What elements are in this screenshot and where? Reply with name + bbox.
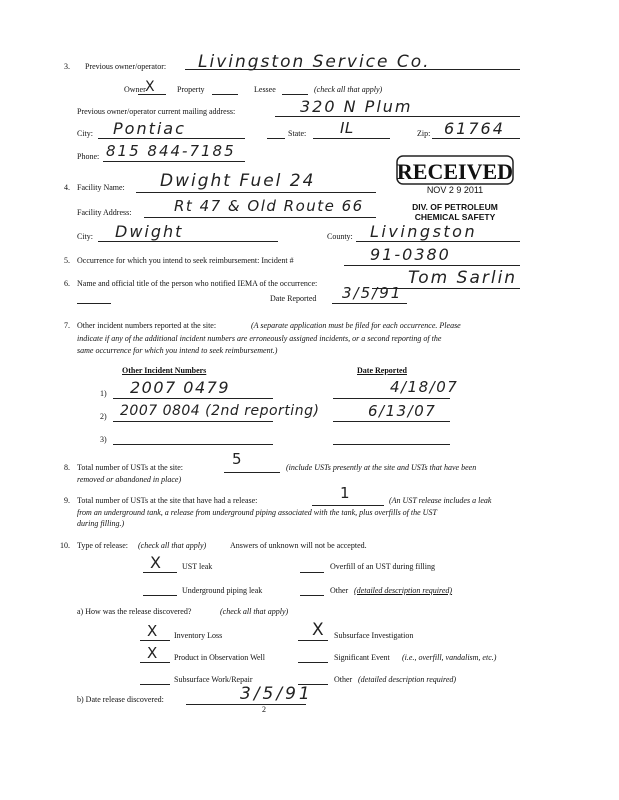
s3-state-value: IL: [340, 119, 354, 137]
s4-city-value: Dwight: [115, 222, 184, 241]
s4-city-label: City:: [77, 232, 94, 241]
s10a-check: (check all that apply): [220, 607, 289, 616]
s3-phone-line: [103, 161, 245, 162]
s6-date-line: [332, 303, 407, 304]
s10a-observation: Product in Observation Well: [174, 653, 265, 662]
s7-text1: Other incident numbers reported at the site:: [77, 321, 217, 330]
s9-note1: (An UST release includes a leak: [389, 496, 492, 505]
stamp-date: NOV 2 9 2011: [426, 185, 484, 195]
s8-label: Total number of USTs at the site:: [77, 463, 183, 472]
received-stamp: [395, 154, 519, 224]
s3-zip-label: Zip:: [417, 129, 431, 138]
s4-number: 4.: [64, 183, 70, 192]
s10a-label: a) How was the release discovered?: [77, 607, 192, 616]
s10-number: 10.: [60, 541, 70, 550]
s3-address-label: Previous owner/operator current mailing address:: [77, 107, 236, 116]
s3-address-value: 320 N Plum: [300, 97, 413, 116]
s10a-inventory: Inventory Loss: [174, 631, 223, 640]
s7-text2: indicate if any of the additional incident numbers are erroneously assigned incidents, or a second reporting of the: [77, 334, 442, 343]
s7-row1-date-line: [333, 398, 450, 399]
s8-number: 8.: [64, 463, 70, 472]
s8-value: 5: [232, 450, 243, 468]
s3-owner-name: Livingston Service Co.: [198, 52, 431, 72]
s10-piping-line: [143, 595, 177, 596]
s9-value: 1: [340, 484, 351, 502]
s7-row2-num-line: [113, 421, 273, 422]
s3-label: Previous owner/operator:: [85, 62, 167, 71]
s3-city-label: City:: [77, 129, 94, 138]
s10-overfill: Overfill of an UST during filling: [330, 562, 435, 571]
s10a-subsurface: Subsurface Investigation: [334, 631, 414, 640]
s8-value-line: [224, 472, 280, 473]
s10-other-req: (detailed description required): [354, 586, 453, 595]
s4-name-line: [136, 192, 376, 193]
s7-row3-idx: 3): [100, 435, 107, 444]
s6-date-label: Date Reported: [270, 294, 317, 303]
s6-date-value: 3/5/91: [342, 284, 403, 302]
s3-owner-mark: X: [145, 79, 156, 95]
s3-state-label: State:: [288, 129, 307, 138]
s10a-significant: Significant Event: [334, 653, 390, 662]
s5-incident-line: [344, 265, 520, 266]
s3-lessee-label: Lessee: [254, 85, 276, 94]
s8-note1: (include USTs presently at the site and USTs that have been: [286, 463, 477, 472]
s10a-inventory-mark: X: [147, 622, 158, 640]
s9-note2: from an underground tank, a release from underground piping associated with the tank, plus overfills of the UST: [77, 508, 437, 517]
s7-row1-idx: 1): [100, 389, 107, 398]
s10b-date: 3/5/91: [240, 684, 313, 704]
s9-number: 9.: [64, 496, 70, 505]
s3-state-line: [313, 138, 390, 139]
s10a-significant-note: (i.e., overfill, vandalism, etc.): [402, 653, 497, 662]
s10-check: (check all that apply): [138, 541, 207, 550]
s6-name-continue-line: [77, 303, 111, 304]
s3-owner-label: Owner: [124, 85, 146, 94]
s6-label: Name and official title of the person who notified IEMA of the occurrence:: [77, 279, 318, 288]
stamp-graphic: [395, 154, 519, 224]
s7-text3: same occurrence for which you intend to seek reimbursement.): [77, 346, 278, 355]
s5-number: 5.: [64, 256, 70, 265]
s10-other-line: [300, 595, 324, 596]
s3-name-line: [185, 69, 520, 70]
s4-city-line: [98, 241, 278, 242]
s10-note: Answers of unknown will not be accepted.: [230, 541, 367, 550]
s7-row2-num: 2007 0804 (2nd reporting): [120, 403, 320, 419]
s3-lessee-line: [282, 94, 308, 95]
s7-row2-date-line: [333, 421, 450, 422]
s10-ust-line: [143, 572, 177, 573]
s4-county-line: [356, 241, 520, 242]
s10a-work-line: [140, 684, 170, 685]
s10-label: Type of release:: [77, 541, 128, 550]
s4-county-label: County:: [327, 232, 353, 241]
s5-label: Occurrence for which you intend to seek reimbursement: Incident #: [77, 256, 294, 265]
s4-address-value: Rt 47 & Old Route 66: [174, 197, 364, 215]
s6-number: 6.: [64, 279, 70, 288]
s10a-observation-mark: X: [147, 644, 158, 662]
s3-owner-line: [138, 94, 166, 95]
s3-property-line: [212, 94, 238, 95]
s5-incident-value: 91-0380: [370, 245, 451, 264]
s3-zip-value: 61764: [444, 119, 505, 138]
s10a-inventory-line: [140, 640, 170, 641]
s3-city-line: [98, 138, 245, 139]
s3-check-note: (check all that apply): [314, 85, 383, 94]
s10b-label: b) Date release discovered:: [77, 695, 164, 704]
s9-label: Total number of USTs at the site that have had a release:: [77, 496, 258, 505]
s6-name-value: Tom Sarlin: [408, 268, 518, 288]
s3-property-label: Property: [177, 85, 205, 94]
s10a-subsurface-line: [298, 640, 328, 641]
s3-state-pre-line: [267, 138, 285, 139]
s9-note3: during filling.): [77, 519, 125, 528]
stamp-received: RECEIVED: [396, 159, 514, 184]
s4-address-label: Facility Address:: [77, 208, 132, 217]
page-number: 2: [262, 705, 266, 714]
s7-row1-num-line: [113, 398, 273, 399]
s3-city-value: Pontiac: [113, 119, 186, 138]
s7-row1-date: 4/18/07: [390, 378, 459, 396]
s7-text1b: (A separate application must be filed for each occurrence. Please: [251, 321, 461, 330]
s3-phone-value: 815 844-7185: [106, 142, 236, 160]
s9-value-line: [312, 505, 384, 506]
s4-name-value: Dwight Fuel 24: [160, 171, 316, 191]
s4-county-value: Livingston: [370, 222, 478, 241]
s3-number: 3.: [64, 62, 70, 71]
s7-row3-num-line: [113, 444, 273, 445]
s3-phone-label: Phone:: [77, 152, 100, 161]
s10a-observation-line: [140, 662, 170, 663]
stamp-div1: DIV. OF PETROLEUM: [412, 202, 498, 212]
s10-overfill-line: [300, 572, 324, 573]
s3-address-line: [275, 116, 520, 117]
s10a-significant-line: [298, 662, 328, 663]
s10-ust-leak: UST leak: [182, 562, 213, 571]
s7-row2-date: 6/13/07: [368, 402, 437, 420]
s7-row2-idx: 2): [100, 412, 107, 421]
s4-address-line: [144, 217, 376, 218]
s10a-other-note: (detailed description required): [358, 675, 457, 684]
s10-piping: Underground piping leak: [182, 586, 263, 595]
stamp-div2: CHEMICAL SAFETY: [414, 212, 496, 222]
s7-row3-date-line: [333, 444, 450, 445]
s10a-work: Subsurface Work/Repair: [174, 675, 253, 684]
s7-col-date: Date Reported: [357, 366, 407, 375]
s8-note2: removed or abandoned in place): [77, 475, 182, 484]
s10-ust-mark: X: [150, 553, 162, 572]
s10-other: Other: [330, 586, 349, 595]
s10a-subsurface-mark: X: [312, 620, 325, 640]
s7-number: 7.: [64, 321, 70, 330]
s10b-date-line: [186, 704, 306, 705]
s10a-other: Other: [334, 675, 353, 684]
s3-zip-line: [432, 138, 520, 139]
s4-name-label: Facility Name:: [77, 183, 125, 192]
s7-col-incident: Other Incident Numbers: [122, 366, 207, 375]
s7-row1-num: 2007 0479: [130, 378, 231, 397]
